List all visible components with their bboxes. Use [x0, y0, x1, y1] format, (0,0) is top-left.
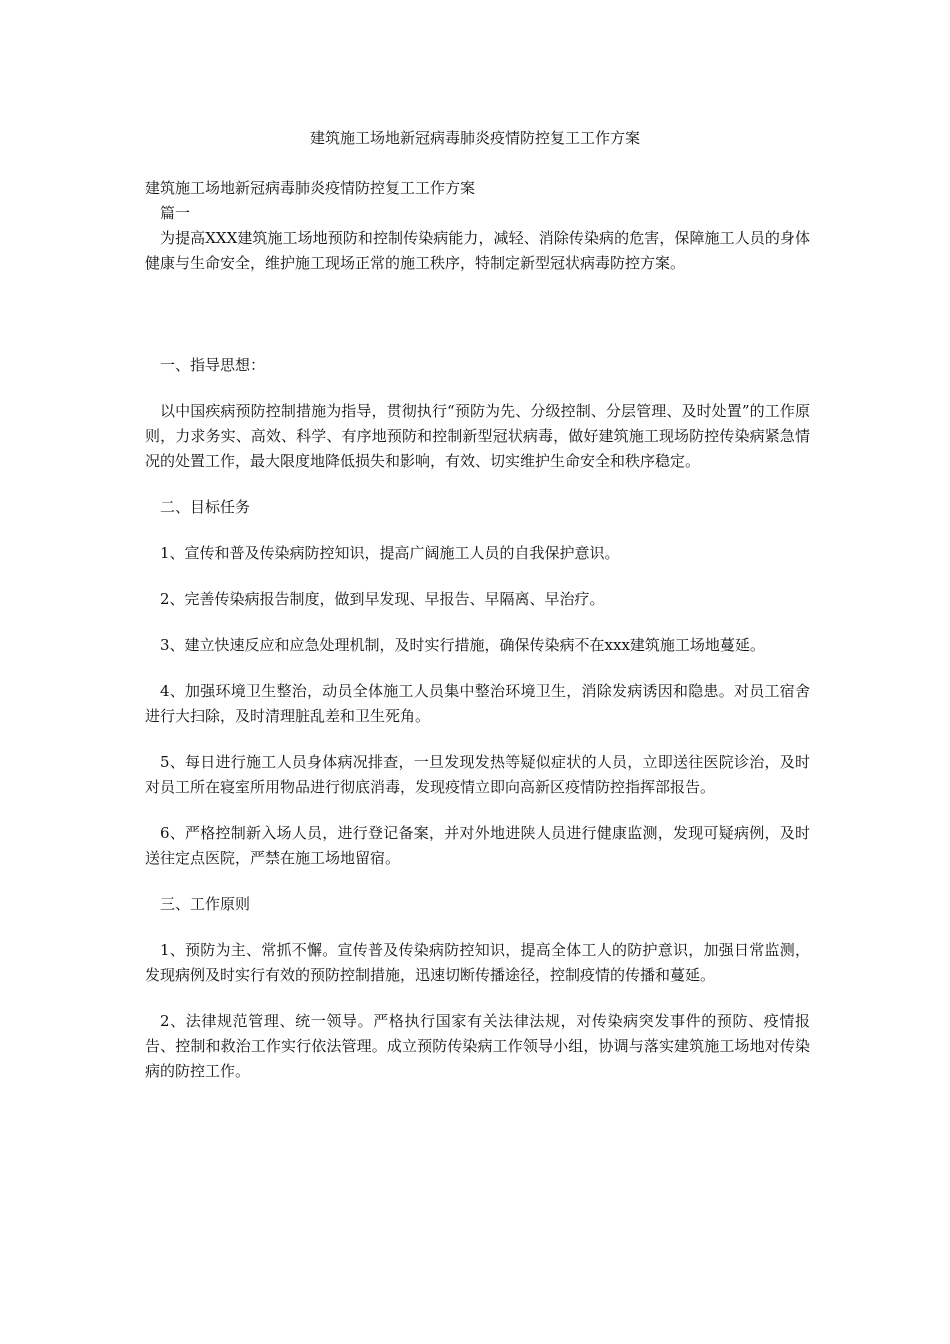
principle-item: 1、预防为主、常抓不懈。宣传普及传染病防控知识，提高全体工人的防护意识，加强日常监测，发现病例及时实行有效的预防控制措施，迅速切断传播途径，控制疫情的传播和蔓延。 [145, 941, 810, 984]
guiding-ideology-paragraph: 以中国疾病预防控制措施为指导，贯彻执行“预防为先、分级控制、分层管理、及时处置”的工作原则，力求务实、高效、科学、有序地预防和控制新型冠状病毒，做好建筑施工现场防控传染病紧急情况的处置工作，最大限度地降低损失和影响，有效、切实维护生命安全和秩序稳定。 [145, 402, 810, 470]
goal-item: 2、完善传染病报告制度，做到早发现、早报告、早隔离、早治疗。 [160, 590, 605, 608]
section-heading-principles: 三、工作原则 [160, 895, 251, 913]
goal-item: 6、严格控制新入场人员，进行登记备案，并对外地进陕人员进行健康监测，发现可疑病例，及时送往定点医院，严禁在施工场地留宿。 [145, 824, 810, 867]
section-heading-goals: 二、目标任务 [160, 498, 251, 516]
principle-item: 2、法律规范管理、统一领导。严格执行国家有关法律法规，对传染病突发事件的预防、疫情报告、控制和救治工作实行依法管理。成立预防传染病工作领导小组，协调与落实建筑施工场地对传染病的防控工作。 [145, 1012, 810, 1080]
goal-item: 1、宣传和普及传染病防控知识，提高广阔施工人员的自我保护意识。 [160, 544, 620, 562]
goal-item: 5、每日进行施工人员身体病况排查，一旦发现发热等疑似症状的人员，立即送往医院诊治，及时对员工所在寝室所用物品进行彻底消毒，发现疫情立即向高新区疫情防控指挥部报告。 [145, 753, 810, 796]
goal-item: 4、加强环境卫生整治，动员全体施工人员集中整治环境卫生，消除发病诱因和隐患。对员工宿舍进行大扫除，及时清理脏乱差和卫生死角。 [145, 682, 810, 725]
document-body [145, 176, 810, 1084]
intro-paragraph: 为提高XXX建筑施工场地预防和控制传染病能力，减轻、消除传染病的危害，保障施工人员的身体健康与生命安全，维护施工现场正常的施工秩序，特制定新型冠状病毒防控方案。 [145, 229, 810, 272]
part-label: 篇一 [160, 204, 191, 222]
section-heading-guiding-ideology: 一、指导思想： [160, 356, 266, 374]
document-title: 建筑施工场地新冠病毒肺炎疫情防控复工工作方案 [309, 129, 640, 147]
goal-item: 3、建立快速反应和应急处理机制，及时实行措施，确保传染病不在xxx建筑施工场地蔓延。 [160, 636, 765, 654]
document-subtitle: 建筑施工场地新冠病毒肺炎疫情防控复工工作方案 [145, 179, 476, 197]
